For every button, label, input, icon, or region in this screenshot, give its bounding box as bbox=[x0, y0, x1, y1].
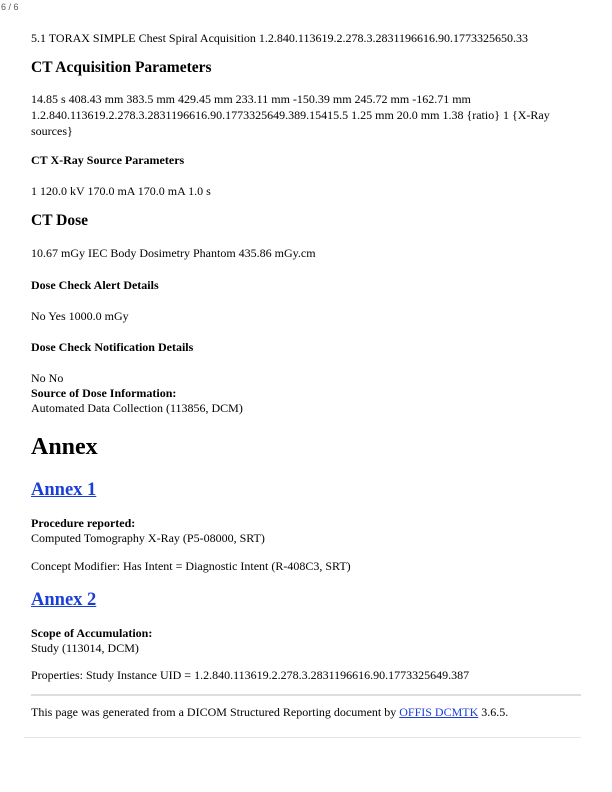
procedure-value: Computed Tomography X-Ray (P5-08000, SRT) bbox=[31, 531, 265, 545]
annex-1-link[interactable]: Annex 1 bbox=[31, 480, 97, 500]
source-value: Automated Data Collection (113856, DCM) bbox=[31, 401, 243, 415]
alert-text: No Yes 1000.0 mGy bbox=[31, 309, 129, 323]
notification-text: No No bbox=[31, 371, 64, 385]
procedure-label: Procedure reported: bbox=[31, 516, 136, 530]
ct-acquisition-text: 14.85 s 408.43 mm 383.5 mm 429.45 mm 233.11 mm -150.39 mm 245.72 mm -162.71 mm 1.2.840.113619.2.278.3.2831196616.90.1773325649.389.15415.5 1.25 mm 20.0 mm 1.38 {ratio} 1 {X-Ray sources} bbox=[31, 92, 550, 138]
concept-modifier: Concept Modifier: Has Intent = Diagnostic Intent (R-408C3, SRT) bbox=[31, 559, 351, 573]
divider bbox=[31, 694, 581, 696]
ct-dose-text: 10.67 mGy IEC Body Dosimetry Phantom 435.86 mGy.cm bbox=[31, 246, 316, 260]
footer-suffix: 3.6.5. bbox=[478, 705, 509, 719]
footer bbox=[31, 704, 571, 720]
notification-heading: Dose Check Notification Details bbox=[31, 340, 194, 354]
scope-value: Study (113014, DCM) bbox=[31, 641, 139, 655]
alert-heading: Dose Check Alert Details bbox=[31, 278, 159, 292]
divider-bottom bbox=[24, 737, 581, 738]
page-indicator: 6 / 6 bbox=[1, 2, 19, 12]
footer-prefix: This page was generated from a DICOM Structured Reporting document by bbox=[31, 705, 400, 719]
properties: Properties: Study Instance UID = 1.2.840.113619.2.278.3.2831196616.90.1773325649.387 bbox=[31, 668, 470, 682]
source-label: Source of Dose Information: bbox=[31, 386, 177, 400]
annex-2-link[interactable]: Annex 2 bbox=[31, 590, 97, 610]
ct-acquisition-heading: CT Acquisition Parameters bbox=[31, 59, 212, 76]
annex-heading: Annex bbox=[31, 434, 98, 460]
scope-label: Scope of Accumulation: bbox=[31, 626, 153, 640]
dcmtk-link[interactable]: OFFIS DCMTK bbox=[399, 705, 479, 719]
intro-line: 5.1 TORAX SIMPLE Chest Spiral Acquisition 1.2.840.113619.2.278.3.2831196616.90.1773325650.33 bbox=[31, 31, 529, 45]
ct-xray-heading: CT X-Ray Source Parameters bbox=[31, 153, 185, 167]
ct-xray-text: 1 120.0 kV 170.0 mA 170.0 mA 1.0 s bbox=[31, 184, 211, 198]
ct-dose-heading: CT Dose bbox=[31, 212, 88, 229]
